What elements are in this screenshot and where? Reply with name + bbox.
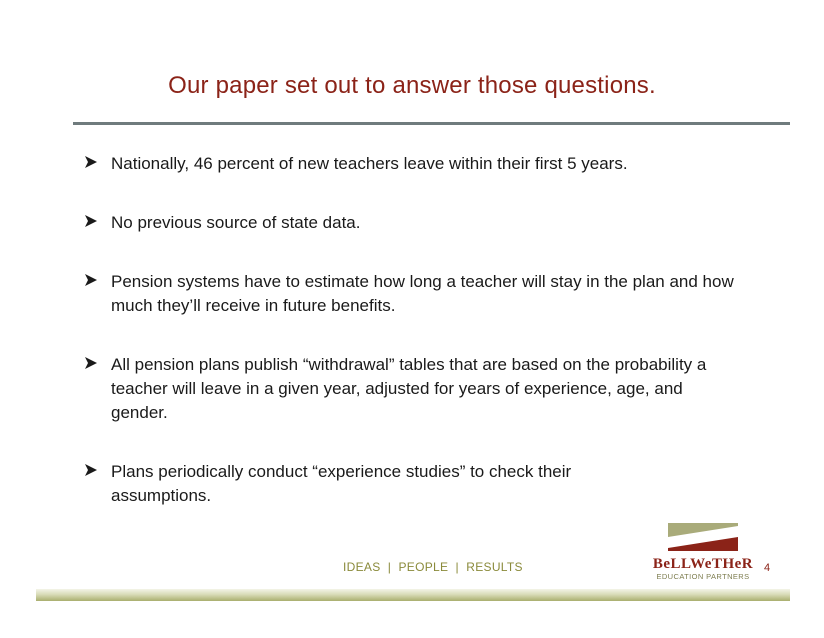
- bullet-text: Plans periodically conduct “experience studies” to check their assumptions.: [111, 462, 572, 505]
- bullet-item: [84, 152, 751, 176]
- bullet-text: Nationally, 46 percent of new teachers leave within their first 5 years.: [111, 154, 628, 173]
- bullet-text: Pension systems have to estimate how long a teacher will stay in the plan and how much they’ll receive in future benefits.: [111, 272, 734, 315]
- page-number: 4: [764, 562, 771, 574]
- bellwether-logo: [651, 523, 755, 581]
- arrow-bullet-icon: [84, 356, 98, 370]
- bullet-list: [84, 152, 764, 508]
- logo-mark-icon: [668, 523, 738, 551]
- arrow-bullet-icon: [84, 155, 98, 169]
- arrow-bullet-icon: [84, 214, 98, 228]
- arrow-bullet-icon: [84, 463, 98, 477]
- bullet-item: [84, 353, 721, 425]
- footer-tagline: IDEAS | PEOPLE | RESULTS: [343, 560, 523, 574]
- arrow-bullet-icon: [84, 273, 98, 287]
- bullet-item: [84, 211, 764, 235]
- bullet-item: [84, 460, 671, 508]
- title-divider: [73, 122, 790, 125]
- bullet-text: No previous source of state data.: [111, 213, 361, 232]
- footer-bar: [36, 589, 790, 601]
- bullet-item: [84, 270, 761, 318]
- logo-name: BeLLWeTHeR: [652, 556, 754, 572]
- bullet-text: All pension plans publish “withdrawal” tables that are based on the probability a teacher will leave in a given year, adjusted for years of experience, age, and gender.: [111, 355, 707, 422]
- logo-subtitle: EDUCATION PARTNERS: [656, 572, 750, 581]
- slide-title: Our paper set out to answer those questions.: [168, 72, 656, 99]
